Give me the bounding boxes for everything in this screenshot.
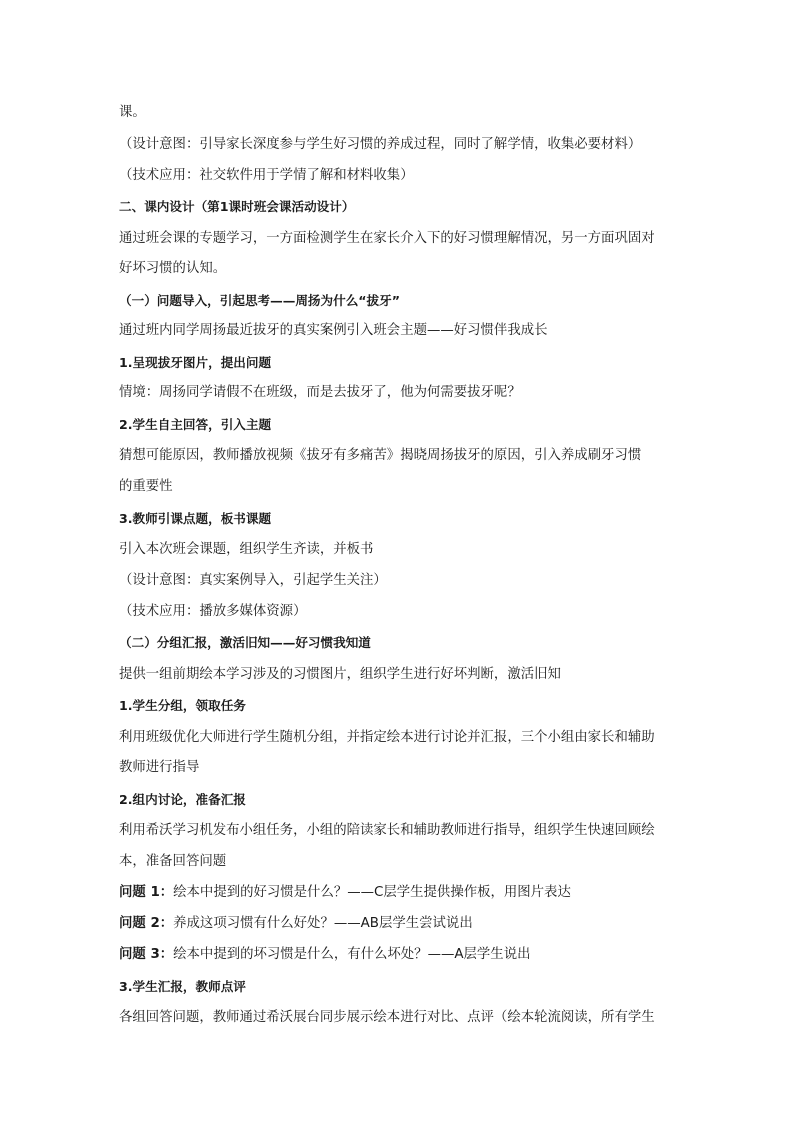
paragraph: 通过班内同学周扬最近拔牙的真实案例引入班会主题——好习惯伴我成长 [119,323,548,338]
step-heading: 3.教师引课点题，板书课题 [119,511,272,526]
paragraph: 猜想可能原因，教师播放视频《拔牙有多痛苦》揭晓周扬拔牙的原因，引入养成刷牙习惯 [119,448,642,463]
paragraph: 提供一组前期绘本学习涉及的习惯图片，组织学生进行好坏判断，激活旧知 [119,667,561,682]
design-intent-note: （设计意图：真实案例导入，引起学生关注） [119,573,387,588]
question-1-label: 问题 1： [119,885,174,900]
question-3-text: 绘本中提到的坏习惯是什么，有什么坏处？——A层学生说出 [173,947,531,962]
subsection-heading-1: （一）问题导入，引起思考——周扬为什么“拔牙” [119,293,401,308]
question-2 [119,915,679,933]
step-heading: 1.呈现拔牙图片，提出问题 [119,355,272,370]
question-1-text: 绘本中提到的好习惯是什么？——C层学生提供操作板，用图片表达 [173,885,571,900]
section-heading: 二、课内设计（第1课时班会课活动设计） [119,199,355,214]
paragraph: 各组回答问题，教师通过希沃展台同步展示绘本进行对比、点评（绘本轮流阅读，所有学生 [119,1010,655,1025]
paragraph-continuation: 课。 [119,105,146,120]
design-intent-note: （设计意图：引导家长深度参与学生好习惯的养成过程，同时了解学情，收集必要材料） [119,137,642,152]
step-heading: 2.组内讨论，准备汇报 [119,792,246,807]
subsection-heading-2: （二）分组汇报，激活旧知——好习惯我知道 [119,635,371,650]
question-2-label: 问题 2： [119,916,174,931]
paragraph-intro-cont: 好坏习惯的认知。 [119,261,227,276]
paragraph-cont: 本，准备回答问题 [119,854,227,869]
paragraph-cont: 教师进行指导 [119,760,200,775]
step-heading: 2.学生自主回答，引入主题 [119,417,272,432]
step-heading: 1.学生分组，领取任务 [119,698,246,713]
question-3 [119,946,679,964]
question-1 [119,884,679,902]
paragraph: 利用希沃学习机发布小组任务，小组的陪读家长和辅助教师进行指导，组织学生快速回顾绘 [119,823,655,838]
question-3-label: 问题 3： [119,947,174,962]
step-heading: 3.学生汇报，教师点评 [119,979,246,994]
paragraph: 利用班级优化大师进行学生随机分组，并指定绘本进行讨论并汇报，三个小组由家长和辅助 [119,730,655,745]
tech-application-note: （技术应用：播放多媒体资源） [119,604,307,619]
paragraph-intro: 通过班会课的专题学习，一方面检测学生在家长介入下的好习惯理解情况，另一方面巩固对 [119,231,655,246]
paragraph-cont: 的重要性 [119,479,173,494]
question-2-text: 养成这项习惯有什么好处？——AB层学生尝试说出 [173,916,473,931]
paragraph: 引入本次班会课题，组织学生齐读，并板书 [119,542,374,557]
paragraph: 情境：周扬同学请假不在班级，而是去拔牙了，他为何需要拔牙呢？ [119,385,521,400]
tech-application-note: （技术应用：社交软件用于学情了解和材料收集） [119,168,414,183]
